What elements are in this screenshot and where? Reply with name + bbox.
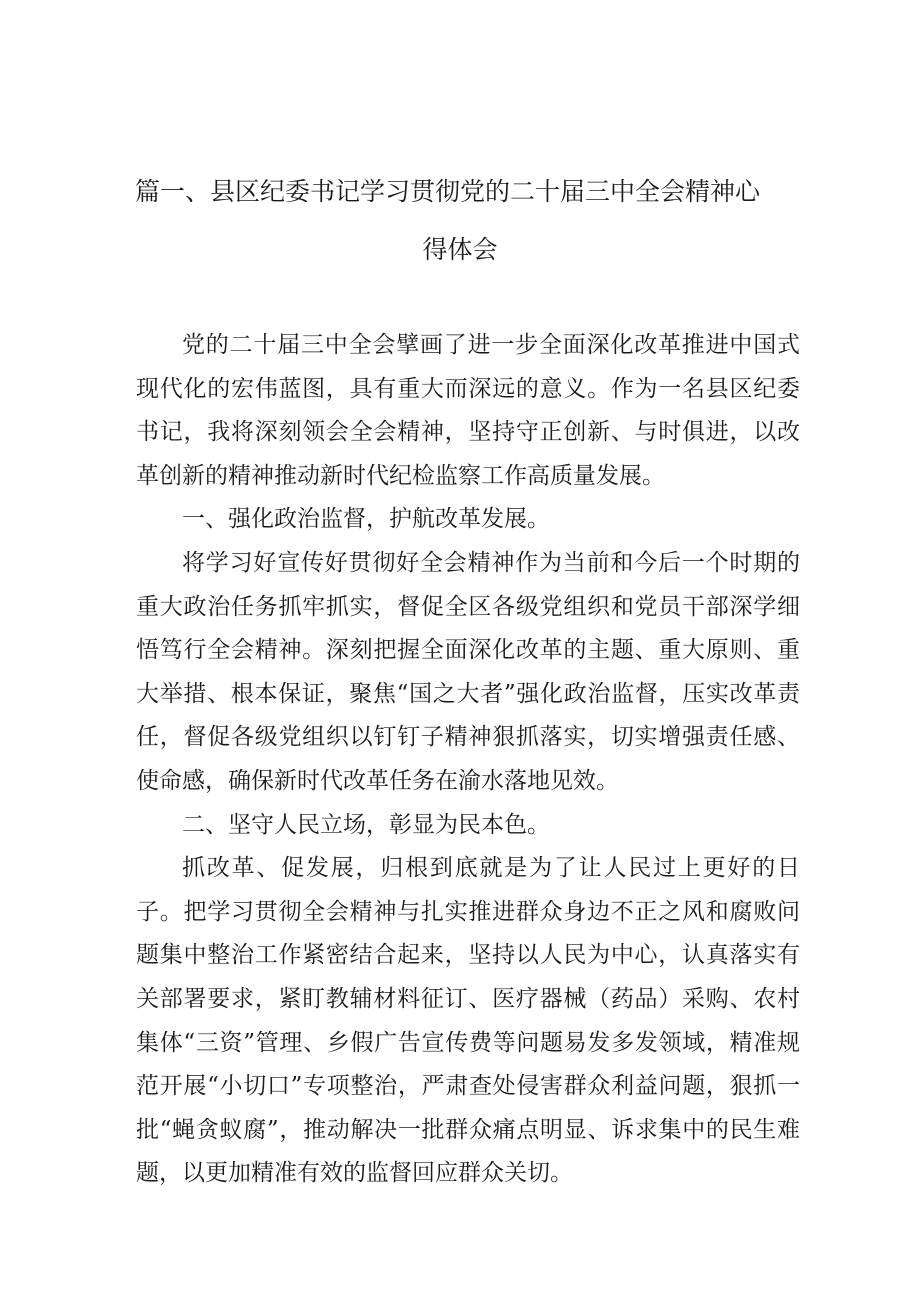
- document-body: [136, 324, 800, 1196]
- document-title-line1: 篇一、县区纪委书记学习贯彻党的二十届三中全会精神心: [135, 177, 761, 206]
- section-heading-2: 二、坚守人民立场，彰显为民本色。: [182, 811, 550, 838]
- document-title-line2: 得体会: [422, 235, 498, 264]
- section-paragraph-2: 抓改革、促发展，归根到底就是为了让人民过上更好的日子。把学习贯彻全会精神与扎实推进群众身边不正之风和腐败问题集中整治工作紧密结合起来，坚持以人民为中心，认真落实有关部署要求，紧盯教辅材料征订、医疗器械（药品）采购、农村集体“三资”管理、乡假广告宣传费等问题易发多发领域，精准规范开展“小切口”专项整治，严肃查处侵害群众利益问题，狠抓一批“蝇贪蚁腐”，推动解决一批群众痛点明显、诉求集中的民生难题，以更加精准有效的监督回应群众关切。: [136, 855, 800, 1187]
- section-paragraph-1: 将学习好宣传好贯彻好全会精神作为当前和今后一个时期的重大政治任务抓牢抓实，督促全区各级党组织和党员干部深学细悟笃行全会精神。深刻把握全面深化改革的主题、重大原则、重大举措、根本保证，聚焦“国之大者”强化政治监督，压实改革责任，督促各级党组织以钉钉子精神狠抓落实，切实增强责任感、使命感，确保新时代改革任务在渝水落地见效。: [136, 549, 800, 794]
- section-heading-1: 一、强化政治监督，护航改革发展。: [182, 506, 550, 533]
- intro-paragraph: 党的二十届三中全会擘画了进一步全面深化改革推进中国式现代化的宏伟蓝图，具有重大而深远的意义。作为一名县区纪委书记，我将深刻领会全会精神，坚持守正创新、与时俱进，以改革创新的精神推动新时代纪检监察工作高质量发展。: [136, 332, 800, 489]
